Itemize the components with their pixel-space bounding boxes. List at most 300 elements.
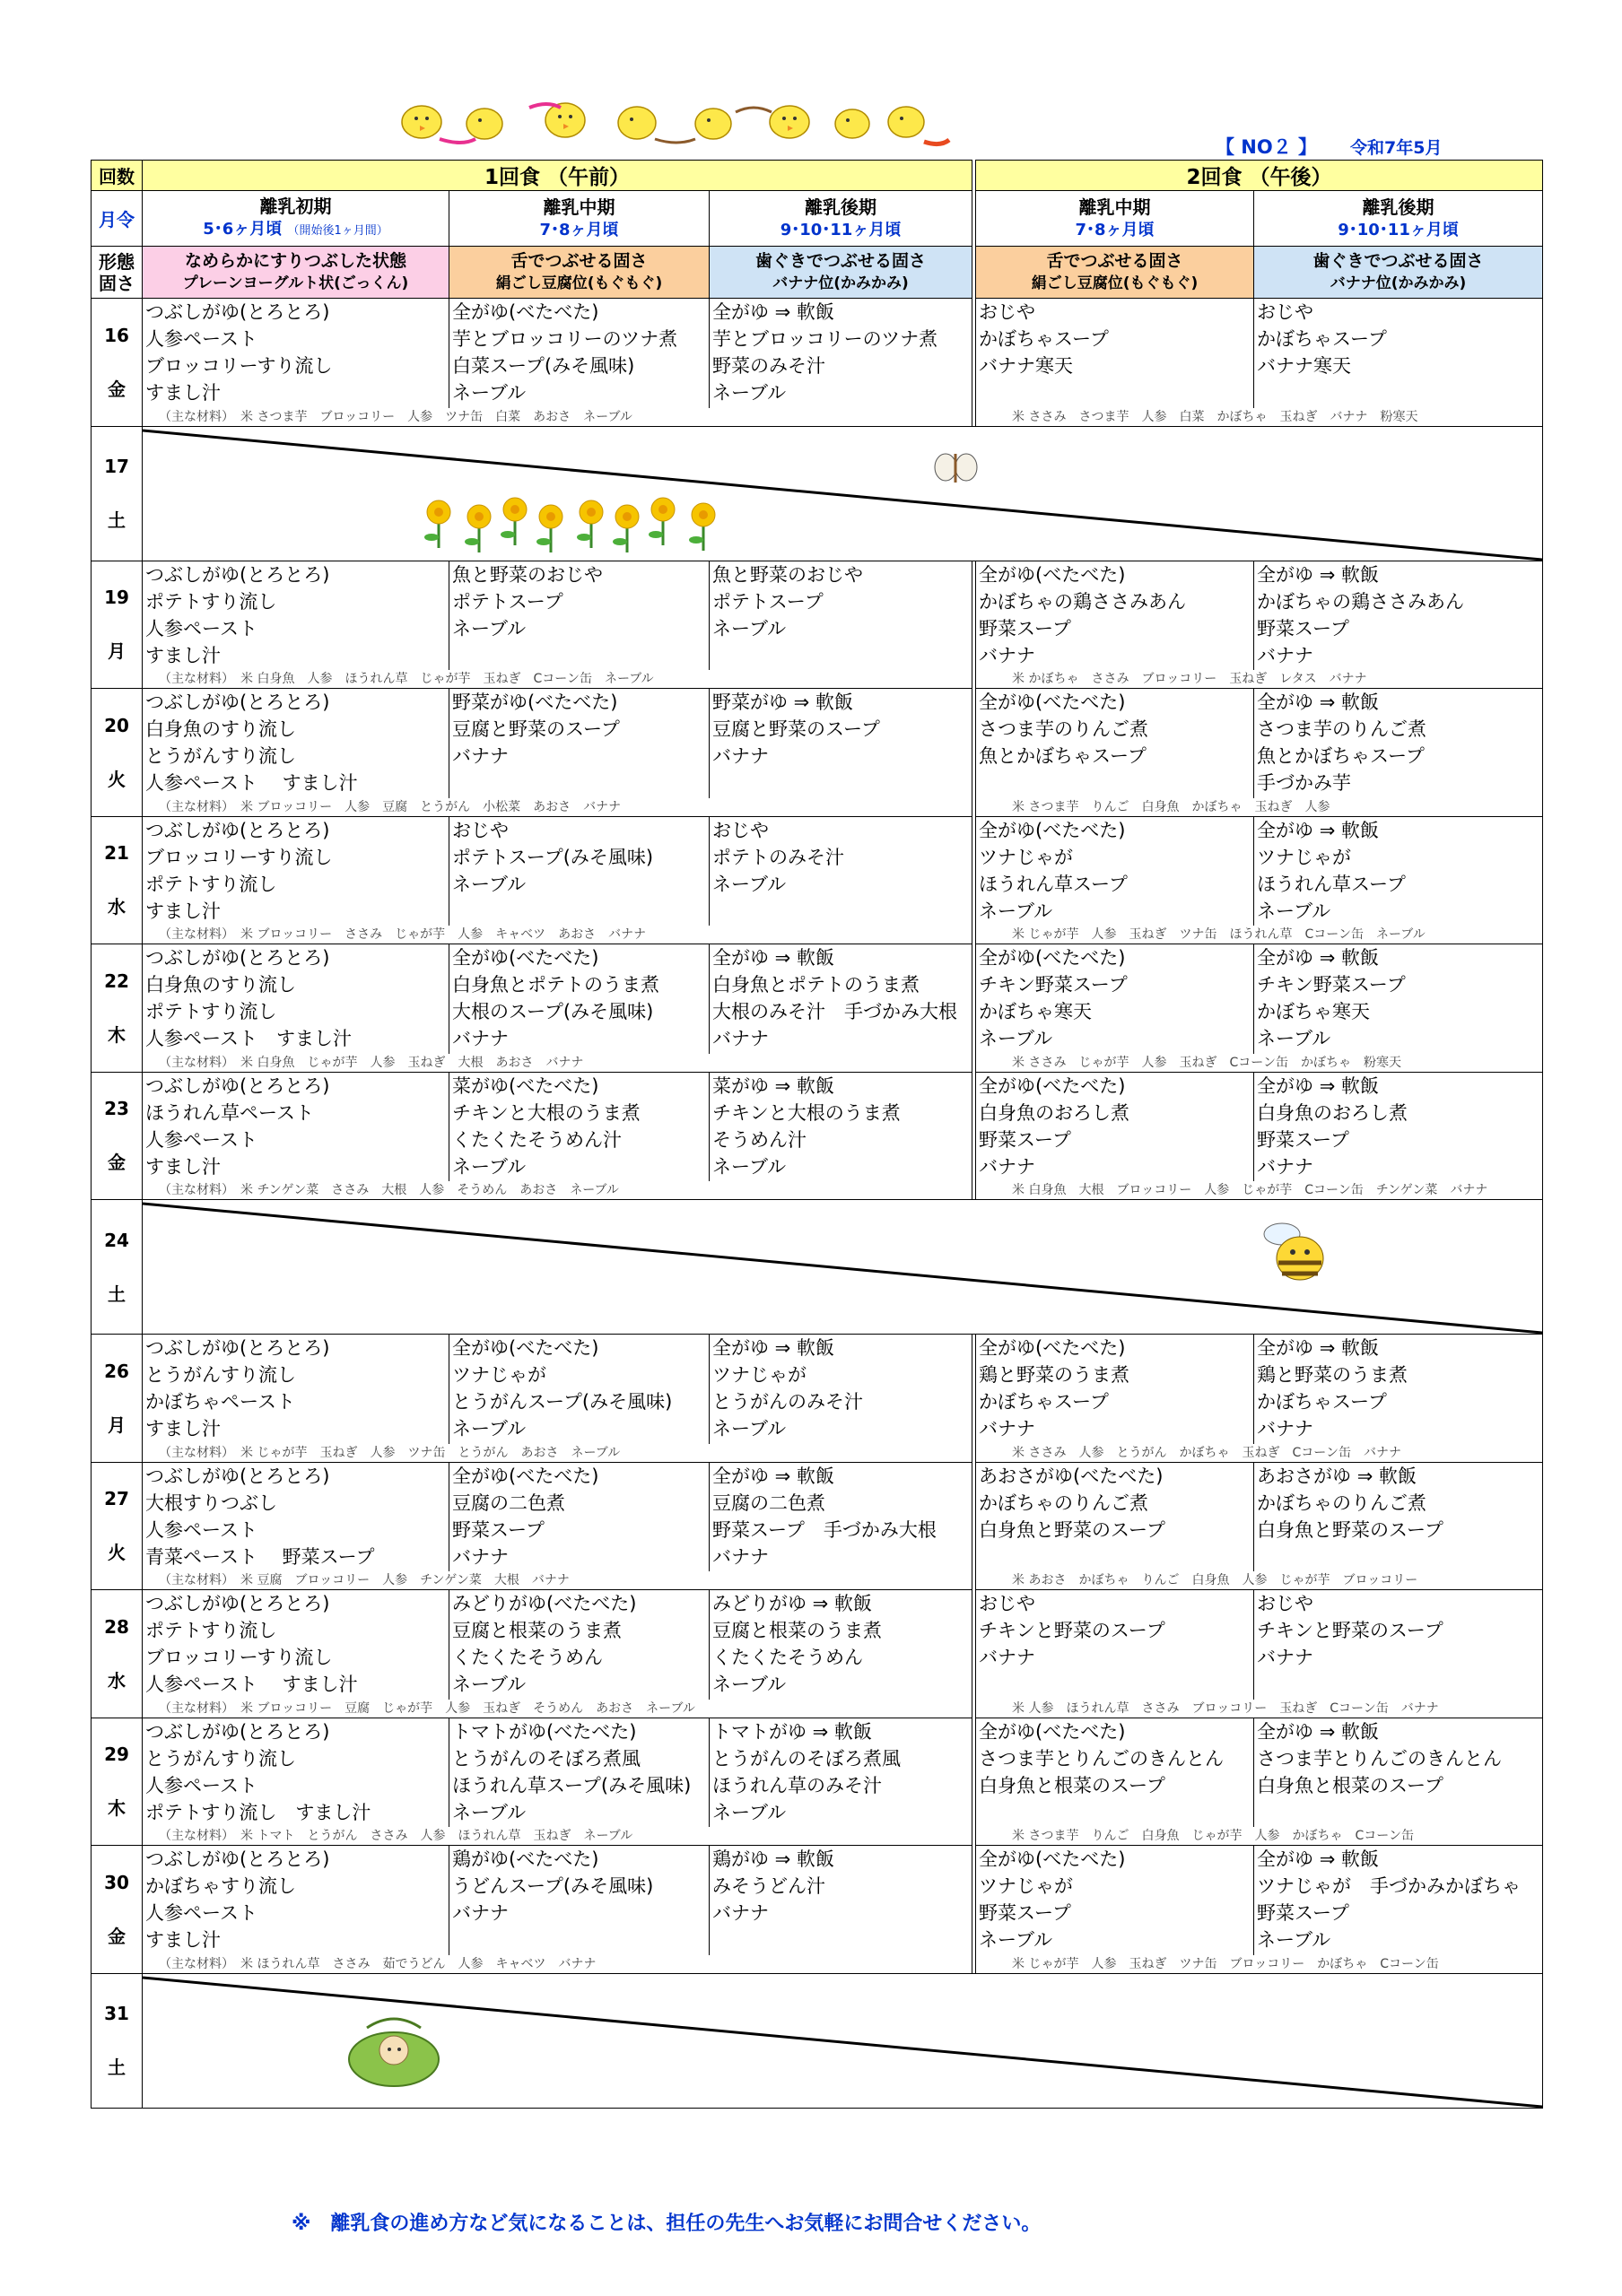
- menu-item: 白身魚のすり流し: [145, 718, 296, 740]
- menu-item: ネーブル: [712, 617, 787, 639]
- meal-cell: [449, 1072, 710, 1181]
- ingredient-row: [92, 1700, 1543, 1718]
- menu-item: 魚と野菜のおじや: [712, 563, 863, 586]
- meal-cell: [710, 1462, 972, 1571]
- meal-cell: [976, 816, 1254, 926]
- menu-item: 全がゆ(べたべた): [979, 1848, 1126, 1870]
- menu-item: そうめん汁: [712, 1128, 807, 1151]
- label-getsurei: 月令: [92, 191, 143, 247]
- menu-item: 全がゆ(べたべた): [979, 563, 1126, 586]
- day-cell: [92, 1335, 143, 1463]
- meal-cell: [1254, 561, 1543, 670]
- menu-item: 芋とブロッコリーのツナ煮: [712, 328, 938, 350]
- meal-header-first: 1回食 （午前）: [143, 161, 972, 191]
- menu-item: おじや: [979, 301, 1036, 323]
- meal-cell: [1254, 1846, 1543, 1955]
- day-date: 22: [104, 970, 129, 992]
- menu-item: 大根のスープ(みそ風味): [452, 1001, 654, 1022]
- menu-item: 白菜スープ(みそ風味): [452, 355, 635, 377]
- menu-item: 豆腐の二色煮: [712, 1492, 825, 1514]
- day-cell: [92, 689, 143, 817]
- texture-header: [449, 247, 710, 299]
- menu-item: 手づかみ芋: [1257, 772, 1352, 794]
- day-date: 17: [104, 456, 129, 477]
- menu-item: 人参ペースト: [145, 1774, 257, 1796]
- texture-header: [976, 247, 1254, 299]
- holiday-row: [92, 426, 1543, 561]
- menu-item: 白身魚とポテトのうま煮: [712, 974, 920, 996]
- day-row: [92, 1718, 1543, 1827]
- holiday-diagonal: [143, 1974, 1542, 2109]
- day-row: [92, 816, 1543, 926]
- meal-cell: [1254, 299, 1543, 408]
- texture-title: 歯ぐきでつぶせる固さ: [755, 250, 927, 271]
- menu-item: 鶏と野菜のうま煮: [1257, 1364, 1408, 1386]
- menu-item: つぶしがゆ(とろとろ): [145, 301, 330, 323]
- texture-header: [1254, 247, 1543, 299]
- stage-title: 離乳中期: [1078, 196, 1151, 218]
- menu-item: ほうれん草のみそ汁: [712, 1774, 882, 1796]
- menu-item: 人参ペースト: [145, 617, 257, 639]
- menu-table: [91, 160, 1542, 2109]
- menu-item: つぶしがゆ(とろとろ): [145, 1465, 330, 1487]
- menu-item: ツナじゃが: [1257, 846, 1352, 868]
- menu-item: ネーブル: [979, 900, 1053, 922]
- flowers-icon: [424, 454, 977, 552]
- meal-cell: [710, 1718, 972, 1827]
- menu-item: 全がゆ ⇒ 軟飯: [1257, 1848, 1379, 1870]
- ingredient-row: [92, 926, 1543, 944]
- menu-item: ネーブル: [452, 1801, 527, 1823]
- menu-item: 全がゆ ⇒ 軟飯: [1257, 947, 1379, 969]
- menu-item: バナナ: [712, 1902, 769, 1924]
- menu-item: 大根のみそ汁 手づかみ大根: [712, 1001, 957, 1022]
- meal-cell: [976, 1335, 1254, 1444]
- day-cell: [92, 816, 143, 944]
- menu-item: おじや: [452, 819, 509, 841]
- menu-item: 全がゆ(べたべた): [979, 691, 1126, 713]
- menu-item: つぶしがゆ(とろとろ): [145, 947, 330, 969]
- day-row: [92, 944, 1543, 1054]
- menu-item: 全がゆ ⇒ 軟飯: [712, 947, 834, 969]
- menu-item: つぶしがゆ(とろとろ): [145, 1337, 330, 1359]
- menu-item: つぶしがゆ(とろとろ): [145, 691, 330, 713]
- meal-cell: [449, 1462, 710, 1571]
- menu-item: 芋とブロッコリーのツナ煮: [452, 328, 678, 350]
- menu-item: ツナじゃが: [452, 1364, 546, 1386]
- day-date: 27: [104, 1488, 129, 1510]
- menu-item: 人参ペースト すまし汁: [145, 1674, 358, 1695]
- texture-example: 絹ごし豆腐位(もぐもぐ): [1031, 274, 1199, 292]
- day-cell: [92, 426, 143, 561]
- menu-item: みそうどん汁: [712, 1875, 825, 1897]
- meal-cell: [449, 1718, 710, 1827]
- menu-item: バナナ: [452, 1545, 509, 1568]
- menu-item: 白身魚のおろし煮: [1257, 1101, 1408, 1124]
- meal-cell: [1254, 1590, 1543, 1700]
- ingredient-row: [92, 1444, 1543, 1463]
- meal-header-second: 2回食 （午後）: [976, 161, 1543, 191]
- ingredients-first: （主な材料） 米 じゃが芋 玉ねぎ 人参 ツナ缶 とうがん あおさ ネーブル: [143, 1444, 972, 1463]
- day-date: 21: [104, 842, 129, 865]
- meal-cell: [976, 1718, 1254, 1827]
- menu-item: ネーブル: [452, 382, 527, 404]
- menu-item: さつま芋のりんご煮: [979, 718, 1149, 740]
- menu-item: バナナ: [712, 1028, 769, 1049]
- day-weekday: 水: [108, 896, 126, 918]
- menu-item: すまし汁: [145, 1155, 221, 1178]
- holiday-diagonal: [143, 427, 1542, 561]
- menu-item: 野菜スープ: [979, 1902, 1071, 1924]
- meal-cell: [710, 1335, 972, 1444]
- ingredients-first: （主な材料） 米 ブロッコリー 人参 豆腐 とうがん 小松菜 あおさ バナナ: [143, 798, 972, 817]
- menu-item: 人参ペースト: [145, 1518, 257, 1541]
- meal-cell: [976, 1846, 1254, 1955]
- stage-note: （開始後1ヶ月間）: [287, 223, 388, 238]
- menu-item: 全がゆ(べたべた): [979, 947, 1126, 969]
- ingredients-second: 米 さつま芋 りんご 白身魚 じゃが芋 人参 かぼちゃ Cコーン缶: [976, 1827, 1543, 1846]
- day-row: [92, 1846, 1543, 1955]
- menu-item: ネーブル: [979, 1028, 1053, 1049]
- day-date: 26: [104, 1360, 129, 1382]
- day-weekday: 火: [108, 1542, 126, 1564]
- menu-item: バナナ: [1257, 1155, 1314, 1178]
- meal-cell: [449, 689, 710, 798]
- day-cell: [92, 1200, 143, 1335]
- bee-icon: [1264, 1223, 1323, 1280]
- meal-cell: [976, 689, 1254, 798]
- menu-item: 白身魚と根菜のスープ: [1257, 1774, 1443, 1796]
- menu-item: かぼちゃの鶏ささみあん: [979, 590, 1187, 613]
- meal-cell: [710, 944, 972, 1054]
- menu-item: バナナ: [979, 1418, 1036, 1439]
- menu-item: 全がゆ(べたべた): [452, 1465, 599, 1487]
- menu-item: かぼちゃ寒天: [979, 1001, 1093, 1022]
- menu-item: ほうれん草スープ: [1257, 873, 1406, 895]
- meal-cell: [976, 944, 1254, 1054]
- ingredients-first: （主な材料） 米 さつま芋 ブロッコリー 人参 ツナ缶 白菜 あおさ ネーブル: [143, 408, 972, 427]
- menu-item: 人参ペースト すまし汁: [145, 772, 358, 794]
- chick-decoration-banner: [395, 90, 951, 152]
- day-weekday: 水: [108, 1669, 126, 1692]
- menu-item: 鶏がゆ(べたべた): [452, 1848, 599, 1870]
- day-row: [92, 299, 1543, 408]
- day-date: 16: [104, 324, 129, 346]
- day-cell: [92, 1846, 143, 1974]
- day-weekday: 土: [108, 2057, 126, 2078]
- menu-item: つぶしがゆ(とろとろ): [145, 1720, 330, 1743]
- stage-header: [449, 191, 710, 247]
- stage-age: 7･8ヶ月頃: [539, 220, 619, 239]
- menu-item: チキンと大根のうま煮: [712, 1101, 901, 1124]
- menu-item: バナナ寒天: [1257, 355, 1352, 377]
- meal-cell: [710, 1846, 972, 1955]
- menu-item: 白身魚のすり流し: [145, 974, 296, 996]
- menu-item: 菜がゆ(べたべた): [452, 1074, 599, 1097]
- meal-cell: [449, 299, 710, 408]
- menu-item: 魚と野菜のおじや: [452, 563, 603, 586]
- menu-item: ネーブル: [712, 382, 787, 404]
- stage-header: [976, 191, 1254, 247]
- menu-item: 白身魚のおろし煮: [979, 1101, 1130, 1124]
- stage-title: 離乳後期: [805, 196, 877, 218]
- menu-item: ブロッコリーすり流し: [145, 1647, 333, 1668]
- ingredients-first: （主な材料） 米 ブロッコリー ささみ じゃが芋 人参 キャベツ あおさ バナナ: [143, 926, 972, 944]
- menu-item: ネーブル: [712, 1418, 787, 1439]
- menu-item: ポテトすり流し: [145, 1620, 277, 1641]
- menu-item: 野菜スープ: [979, 617, 1071, 639]
- meal-cell: [1254, 1335, 1543, 1444]
- stage-age: 9･10･11ヶ月頃: [1338, 220, 1459, 239]
- menu-item: 豆腐と根菜のうま煮: [452, 1620, 622, 1641]
- menu-item: おじや: [979, 1593, 1036, 1614]
- ingredients-first: （主な材料） 米 ブロッコリー 豆腐 じゃが芋 人参 玉ねぎ そうめん あおさ ネーブル: [143, 1700, 972, 1718]
- menu-item: かぼちゃスープ: [979, 1391, 1109, 1413]
- menu-item: ネーブル: [1257, 1929, 1331, 1951]
- menu-item: かぼちゃスープ: [1257, 328, 1387, 350]
- day-row: [92, 1462, 1543, 1571]
- meal-cell: [976, 299, 1254, 408]
- meal-cell: [1254, 1462, 1543, 1571]
- menu-item: ポテトスープ: [712, 590, 824, 613]
- menu-item: ポテトスープ: [452, 590, 563, 613]
- day-date: 24: [104, 1229, 129, 1251]
- day-weekday: 金: [108, 378, 126, 400]
- menu-item: とうがんのみそ汁: [712, 1391, 863, 1413]
- menu-item: ブロッコリーすり流し: [145, 846, 333, 868]
- ingredient-row: [92, 670, 1543, 689]
- menu-item: ネーブル: [452, 873, 527, 895]
- texture-example: バナナ位(かみかみ): [1330, 274, 1467, 292]
- meal-cell: [976, 561, 1254, 670]
- document-date: 令和7年5月: [1350, 138, 1443, 158]
- holiday-row: [92, 1973, 1543, 2108]
- day-weekday: 木: [108, 1797, 126, 1820]
- ingredient-row: [92, 1054, 1543, 1073]
- menu-item: 白身魚とポテトのうま煮: [452, 974, 659, 996]
- menu-item: チキン野菜スープ: [1257, 974, 1406, 996]
- menu-item: ポテトすり流し: [145, 1001, 277, 1022]
- menu-item: 全がゆ(べたべた): [979, 1337, 1126, 1359]
- ingredients-second: 米 じゃが芋 人参 玉ねぎ ツナ缶 ほうれん草 Cコーン缶 ネーブル: [976, 926, 1543, 944]
- menu-item: 魚とかぼちゃスープ: [1257, 745, 1425, 767]
- menu-item: 全がゆ ⇒ 軟飯: [712, 301, 834, 323]
- menu-item: 人参ペースト: [145, 328, 257, 350]
- ingredients-second: 米 ささみ 人参 とうがん かぼちゃ 玉ねぎ Cコーン缶 バナナ: [976, 1444, 1543, 1463]
- texture-example: バナナ位(かみかみ): [772, 274, 909, 292]
- meal-cell: [976, 1072, 1254, 1181]
- ingredient-row: [92, 1571, 1543, 1590]
- menu-item: 野菜スープ: [1257, 1902, 1349, 1924]
- menu-item: 全がゆ(べたべた): [979, 819, 1126, 841]
- menu-item: 全がゆ(べたべた): [979, 1720, 1126, 1743]
- day-date: 30: [104, 1871, 129, 1893]
- menu-item: バナナ: [452, 1902, 509, 1924]
- menu-item: バナナ: [979, 1647, 1036, 1668]
- menu-item: 全がゆ(べたべた): [979, 1074, 1126, 1097]
- menu-item: すまし汁: [145, 382, 221, 404]
- menu-item: 全がゆ ⇒ 軟飯: [712, 1465, 834, 1487]
- menu-item: ツナじゃが 手づかみかぼちゃ: [1257, 1875, 1522, 1897]
- day-cell: [92, 1973, 143, 2108]
- meal-cell: [1254, 1072, 1543, 1181]
- menu-item: とうがんのそぼろ煮風: [712, 1747, 901, 1770]
- meal-cell: [143, 561, 449, 670]
- day-weekday: 月: [108, 640, 126, 663]
- meal-cell: [710, 816, 972, 926]
- holiday-cell: [143, 426, 1543, 561]
- menu-item: 豆腐と野菜のスープ: [452, 718, 620, 740]
- menu-item: 野菜スープ 手づかみ大根: [712, 1518, 937, 1541]
- meal-cell: [710, 299, 972, 408]
- day-weekday: 金: [108, 1925, 126, 1947]
- menu-item: チキン野菜スープ: [979, 974, 1128, 996]
- ingredient-row: [92, 1827, 1543, 1846]
- menu-item: つぶしがゆ(とろとろ): [145, 819, 330, 841]
- stage-header: [1254, 191, 1543, 247]
- menu-item: あおさがゆ ⇒ 軟飯: [1257, 1465, 1417, 1487]
- day-weekday: 土: [108, 1283, 126, 1305]
- meal-cell: [143, 944, 449, 1054]
- meal-cell: [1254, 1718, 1543, 1827]
- meal-cell: [143, 689, 449, 798]
- menu-item: すまし汁: [145, 1929, 221, 1951]
- ingredients-first: （主な材料） 米 トマト とうがん ささみ 人参 ほうれん草 玉ねぎ ネーブル: [143, 1827, 972, 1846]
- day-cell: [92, 1718, 143, 1846]
- menu-item: ポテトすり流し すまし汁: [145, 1801, 371, 1823]
- menu-item: ポテトスープ(みそ風味): [452, 846, 654, 868]
- meal-cell: [710, 561, 972, 670]
- day-date: 23: [104, 1098, 129, 1120]
- day-date: 20: [104, 714, 129, 736]
- day-cell: [92, 1590, 143, 1718]
- day-date: 29: [104, 1744, 129, 1766]
- meal-cell: [1254, 944, 1543, 1054]
- meal-cell: [449, 1846, 710, 1955]
- menu-item: バナナ: [452, 745, 509, 767]
- meal-cell: [143, 1846, 449, 1955]
- menu-item: 人参ペースト: [145, 1128, 257, 1151]
- menu-item: 全がゆ ⇒ 軟飯: [1257, 563, 1379, 586]
- meal-cell: [449, 561, 710, 670]
- meal-cell: [143, 1590, 449, 1700]
- menu-item: おじや: [1257, 301, 1314, 323]
- menu-item: バナナ: [452, 1028, 509, 1049]
- day-weekday: 火: [108, 768, 126, 790]
- menu-item: ブロッコリーすり流し: [145, 355, 333, 377]
- ingredients-first: （主な材料） 米 豆腐 ブロッコリー 人参 チンゲン菜 大根 バナナ: [143, 1571, 972, 1590]
- menu-item: 人参ペースト すまし汁: [145, 1028, 352, 1049]
- meal-cell: [143, 1462, 449, 1571]
- menu-item: みどりがゆ(べたべた): [452, 1593, 637, 1614]
- day-row: [92, 689, 1543, 798]
- ingredients-first: （主な材料） 米 ほうれん草 ささみ 茹でうどん 人参 キャベツ バナナ: [143, 1955, 972, 1974]
- menu-item: かぼちゃすり流し: [145, 1875, 296, 1897]
- menu-item: バナナ: [979, 644, 1036, 666]
- menu-item: ネーブル: [712, 1674, 787, 1695]
- holiday-diagonal: [143, 1200, 1542, 1335]
- menu-item: バナナ: [712, 1545, 769, 1568]
- texture-example: 絹ごし豆腐位(もぐもぐ): [495, 274, 663, 292]
- menu-item: 野菜がゆ(べたべた): [452, 691, 618, 713]
- ingredient-row: [92, 1955, 1543, 1974]
- ingredients-second: 米 人参 ほうれん草 ささみ ブロッコリー 玉ねぎ Cコーン缶 バナナ: [976, 1700, 1543, 1718]
- menu-item: 野菜スープ: [1257, 617, 1349, 639]
- butterfly-icon: [935, 454, 977, 483]
- ingredients-second: 米 かぼちゃ ささみ ブロッコリー 玉ねぎ レタス バナナ: [976, 670, 1543, 689]
- menu-item: ネーブル: [452, 617, 527, 639]
- menu-item: うどんスープ(みそ風味): [452, 1875, 654, 1897]
- menu-item: 全がゆ(べたべた): [452, 301, 599, 323]
- menu-item: ネーブル: [452, 1155, 527, 1178]
- menu-item: バナナ: [979, 1155, 1036, 1178]
- day-row: [92, 1335, 1543, 1444]
- menu-item: かぼちゃスープ: [1257, 1391, 1387, 1413]
- menu-item: 白身魚と野菜のスープ: [1257, 1518, 1443, 1541]
- day-weekday: 土: [108, 509, 126, 531]
- day-weekday: 木: [108, 1023, 126, 1046]
- day-date: 31: [104, 2003, 129, 2024]
- menu-item: 全がゆ ⇒ 軟飯: [1257, 691, 1379, 713]
- ingredients-first: （主な材料） 米 チンゲン菜 ささみ 大根 人参 そうめん あおさ ネーブル: [143, 1181, 972, 1200]
- menu-item: 人参ペースト: [145, 1902, 257, 1924]
- meal-cell: [143, 816, 449, 926]
- menu-item: つぶしがゆ(とろとろ): [145, 1593, 330, 1614]
- meal-cell: [710, 1072, 972, 1181]
- ingredients-second: 米 さつま芋 りんご 白身魚 かぼちゃ 玉ねぎ 人参: [976, 798, 1543, 817]
- stage-title: 離乳中期: [543, 196, 615, 218]
- menu-item: 全がゆ(べたべた): [452, 947, 599, 969]
- menu-item: チキンと野菜のスープ: [1257, 1620, 1443, 1641]
- menu-item: トマトがゆ(べたべた): [452, 1720, 637, 1743]
- menu-item: かぼちゃペースト: [145, 1391, 295, 1413]
- menu-item: 全がゆ ⇒ 軟飯: [1257, 1337, 1379, 1359]
- ingredients-second: 米 ささみ じゃが芋 人参 玉ねぎ Cコーン缶 かぼちゃ 粉寒天: [976, 1054, 1543, 1073]
- stage-header: [143, 191, 449, 247]
- menu-item: ツナじゃが: [979, 846, 1074, 868]
- menu-item: 菜がゆ ⇒ 軟飯: [712, 1074, 834, 1097]
- stage-age: 7･8ヶ月頃: [1075, 220, 1155, 239]
- meal-cell: [449, 944, 710, 1054]
- menu-item: つぶしがゆ(とろとろ): [145, 563, 330, 586]
- texture-header: [143, 247, 449, 299]
- menu-item: おじや: [712, 819, 769, 841]
- day-cell: [92, 944, 143, 1073]
- ingredients-second: 米 白身魚 大根 ブロッコリー 人参 じゃが芋 Cコーン缶 チンゲン菜 バナナ: [976, 1181, 1543, 1200]
- meal-cell: [449, 1335, 710, 1444]
- day-cell: [92, 1072, 143, 1200]
- menu-item: すまし汁: [145, 644, 221, 666]
- menu-item: 全がゆ ⇒ 軟飯: [712, 1337, 834, 1359]
- menu-item: バナナ: [1257, 1647, 1314, 1668]
- menu-item: 豆腐と根菜のうま煮: [712, 1620, 882, 1641]
- ingredients-first: （主な材料） 米 白身魚 人参 ほうれん草 じゃが芋 玉ねぎ Cコーン缶 ネーブル: [143, 670, 972, 689]
- ingredient-row: [92, 798, 1543, 817]
- menu-item: 全がゆ ⇒ 軟飯: [1257, 1074, 1379, 1097]
- stage-age: 5･6ヶ月頃: [203, 219, 283, 239]
- day-cell: [92, 1462, 143, 1590]
- stage-age: 9･10･11ヶ月頃: [780, 220, 902, 239]
- menu-item: かぼちゃスープ: [979, 328, 1109, 350]
- menu-item: 全がゆ(べたべた): [452, 1337, 599, 1359]
- ingredient-row: [92, 1181, 1543, 1200]
- texture-title: なめらかにすりつぶした状態: [184, 250, 406, 271]
- menu-item: ネーブル: [712, 873, 787, 895]
- ingredient-row: [92, 408, 1543, 427]
- menu-item: ネーブル: [712, 1155, 787, 1178]
- menu-item: チキンと大根のうま煮: [452, 1101, 641, 1124]
- menu-item: くたくたそうめん: [712, 1647, 863, 1668]
